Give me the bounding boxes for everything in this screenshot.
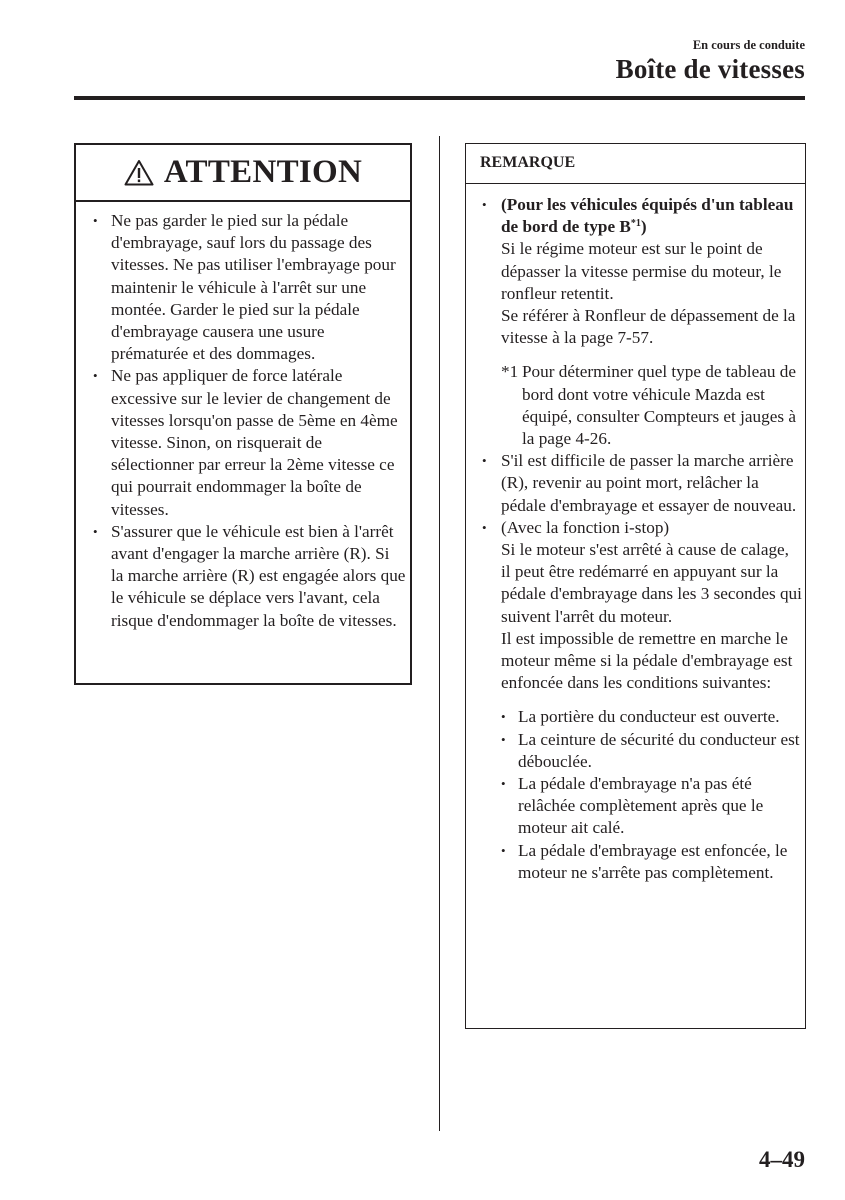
- attention-header: [76, 145, 410, 202]
- footnote-mark: *1: [501, 362, 519, 382]
- condition-item: • La pédale d'embrayage n'a pas été relâchée complètement après que le moteur ait calé.: [480, 773, 802, 840]
- column-divider: [439, 136, 440, 1131]
- section-label: En cours de conduite: [692, 38, 805, 52]
- header-rule: [74, 96, 805, 100]
- remarque-text: Il est impossible de remettre en marche le moteur même si la pédale d'embrayage est enfoncée dans les conditions suivantes:: [501, 628, 793, 693]
- remarque-item-reverse: • S'il est difficile de passer la marche arrière (R), revenir au point mort, relâcher la pédale d'embrayage et essayer de nouveau.: [480, 450, 802, 517]
- attention-list: [92, 210, 406, 632]
- footnote: [480, 361, 802, 450]
- remarque-item-heading: (Pour les véhicules équipés d'un tableau de bord de type $B^{*1}$): [501, 195, 794, 237]
- attention-title: ATTENTION: [163, 154, 363, 190]
- conditions-list: [480, 706, 802, 884]
- remarque-text: Si le moteur s'est arrêté à cause de calage, il peut être redémarré en appuyant sur la pédale d'embrayage dans les 3 secondes qui suivent l'arrêt du moteur.: [501, 540, 802, 626]
- condition-item: • La ceinture de sécurité du conducteur est débouclée.: [480, 729, 802, 773]
- remarque-text: Se référer à Ronfleur de dépassement de la vitesse à la page 7-57.: [501, 306, 796, 348]
- warning-triangle-icon: [124, 159, 154, 186]
- remarque-item-heading: • (Avec la fonction i-stop): [501, 517, 670, 537]
- footnote-text: Pour déterminer quel type de tableau de bord dont votre véhicule Mazda est équipé, consulter Compteurs et jauges à la page 4-26.: [522, 362, 796, 449]
- remarque-title: REMARQUE: [466, 144, 805, 184]
- remarque-box: [465, 143, 806, 1029]
- condition-item: • La pédale d'embrayage est enfoncée, le moteur ne s'arrête pas complètement.: [480, 840, 802, 884]
- remarque-text: Si le régime moteur est sur le point de dépasser la vitesse permise du moteur, le ronfleur retentit.: [501, 239, 782, 303]
- page-number: 4–49: [759, 1147, 805, 1172]
- remarque-item-gauge-type: [480, 194, 802, 349]
- page-title: Boîte de vitesses: [615, 54, 805, 84]
- remarque-body: [480, 194, 802, 884]
- footnote-reference: *1: [630, 218, 641, 230]
- remarque-item-istop: [480, 517, 802, 695]
- condition-item: • La portière du conducteur est ouverte.: [480, 706, 802, 728]
- attention-item: • Ne pas appliquer de force latérale excessive sur le levier de changement de vitesses lorsqu'on passe de 5ème en 4ème vitesse. Sinon, on risquerait de sélectionner par erreur la 2ème vitesse ce qui pourrait endommager la boîte de vitesses.: [92, 365, 406, 520]
- attention-item: • Ne pas garder le pied sur la pédale d'embrayage, sauf lors du passage des vitesses. Ne pas utiliser l'embrayage pour maintenir le véhicule à l'arrêt sur une montée. Garder le pied sur la pédale d'embrayage causera une usure prématurée et des dommages.: [92, 210, 406, 365]
- attention-item: • S'assurer que le véhicule est bien à l'arrêt avant d'engager la marche arrière (R). Si la marche arrière (R) est engagée alors que le véhicule se déplace vers l'avant, cela risque d'endommager la boîte de vitesses.: [92, 521, 406, 632]
- attention-box: [74, 143, 412, 685]
